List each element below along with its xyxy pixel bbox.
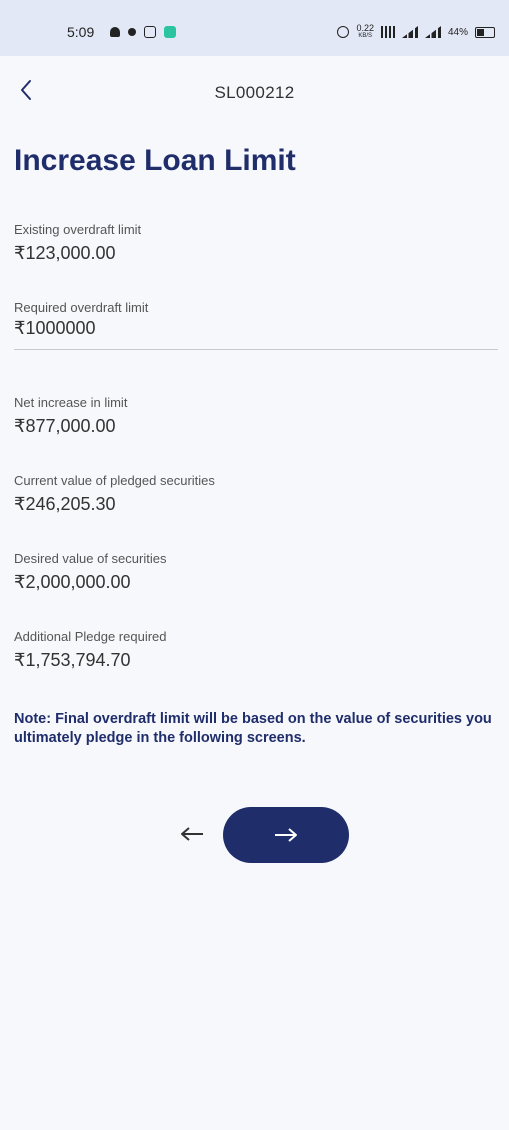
signal-2-icon: [425, 26, 441, 38]
additional-pledge-field: [14, 629, 498, 671]
battery-icon: [475, 27, 495, 38]
loan-id-title: SL000212: [214, 83, 295, 102]
net-increase-value: ₹877,000.00: [14, 416, 116, 436]
signal-icon: [402, 26, 418, 38]
arrow-left-icon: [179, 826, 205, 842]
net-increase-field: [14, 395, 498, 437]
current-pledged-field: [14, 473, 498, 515]
app-notification-icon: [164, 26, 176, 38]
additional-pledge-label: Additional Pledge required: [14, 629, 167, 644]
battery-percent: 44%: [447, 26, 468, 38]
required-limit-wrap: [14, 300, 498, 350]
arrow-right-icon: [273, 827, 299, 843]
desired-securities-label: Desired value of securities: [14, 551, 167, 566]
required-limit-label: Required overdraft limit: [14, 300, 149, 315]
additional-pledge-value: ₹1,753,794.70: [14, 650, 131, 670]
dot-icon: [128, 28, 136, 36]
vibrate-icon: [337, 26, 349, 38]
desired-securities-field: [14, 551, 498, 593]
required-limit-input[interactable]: [14, 300, 498, 350]
current-pledged-value: ₹246,205.30: [14, 494, 116, 514]
status-time: 5:09: [67, 24, 95, 40]
network-speed: 0.22 KB/S: [356, 23, 374, 39]
status-bar: [0, 0, 509, 56]
volte-icon: [381, 26, 395, 38]
note-text: Note: Final overdraft limit will be based on the value of securities you ultimately pledge in the following screens.: [14, 711, 492, 746]
existing-limit-label: Existing overdraft limit: [14, 222, 142, 237]
previous-button[interactable]: [176, 818, 208, 850]
system-icons: [337, 24, 495, 40]
next-button[interactable]: [223, 807, 349, 863]
existing-limit-field: [14, 222, 498, 264]
instagram-icon: [144, 26, 156, 38]
existing-limit-value: ₹123,000.00: [14, 243, 116, 263]
snapchat-icon: [110, 27, 120, 37]
app-header: [0, 56, 509, 128]
desired-securities-value: ₹2,000,000.00: [14, 572, 131, 592]
page-title: Increase Loan Limit: [14, 144, 296, 177]
current-pledged-label: Current value of pledged securities: [14, 473, 215, 488]
notification-icons: [110, 26, 176, 38]
net-increase-label: Net increase in limit: [14, 395, 128, 410]
